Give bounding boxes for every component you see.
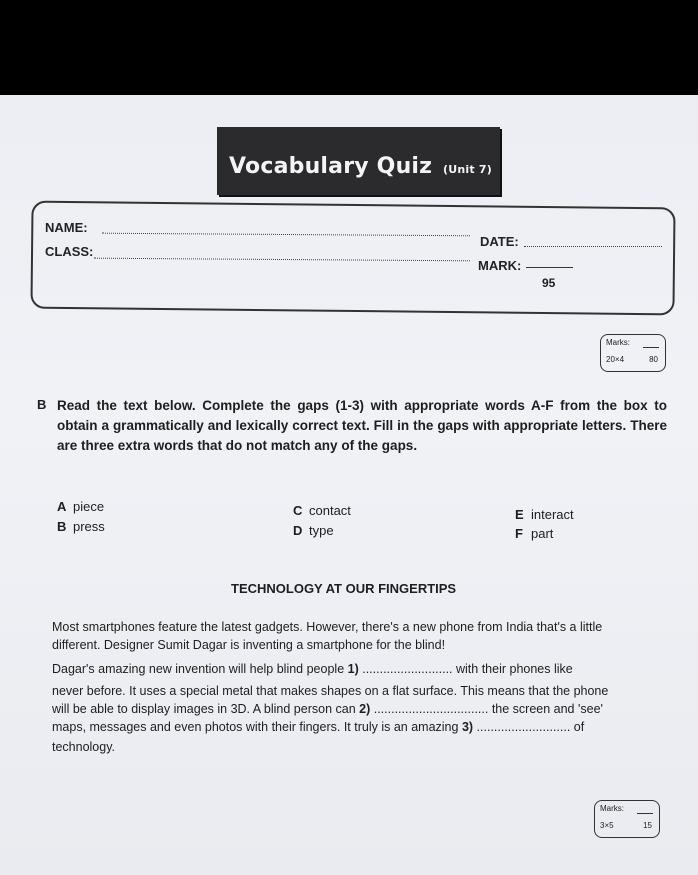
gap-3-label: 3) bbox=[461, 720, 474, 734]
option-d: D type bbox=[293, 523, 334, 538]
quiz-title: Vocabulary Quiz bbox=[229, 154, 433, 179]
marks-total: 15 bbox=[643, 821, 652, 830]
unit-label: (Unit 7) bbox=[443, 163, 492, 176]
name-label: NAME: bbox=[45, 220, 88, 235]
section-instructions: Read the text below. Complete the gaps (1-3) with appropriate words A-F from the box to obtain a grammatically and lexically correct text. Fill in the gaps with appropriate letters. There are three extra words that do not match any of the gaps. bbox=[57, 398, 667, 453]
option-a: A piece bbox=[57, 499, 105, 514]
mark-label: MARK: bbox=[478, 258, 522, 273]
option-e: E interact bbox=[515, 507, 574, 522]
gap-3-blank[interactable]: ........................... bbox=[476, 720, 571, 734]
gap-2-blank[interactable]: ................................. bbox=[373, 702, 489, 716]
gap-2-label: 2) bbox=[359, 702, 371, 716]
marks-formula: 3×5 bbox=[600, 821, 614, 830]
passage-line: different. Designer Sumit Dagar is inventing a smartphone for the blind! bbox=[52, 638, 446, 652]
page-title bbox=[229, 154, 492, 179]
date-label: DATE: bbox=[480, 234, 519, 249]
marks-formula: 20×4 bbox=[606, 355, 625, 364]
date-field[interactable] bbox=[524, 246, 662, 247]
marks-box-a bbox=[600, 334, 666, 372]
option-b: B press bbox=[57, 519, 105, 534]
gap-1-blank[interactable]: .......................... bbox=[362, 662, 453, 676]
section-letter: B bbox=[37, 397, 47, 412]
option-f: F part bbox=[515, 526, 554, 541]
option-c: C contact bbox=[293, 503, 351, 518]
passage-heading: TECHNOLOGY AT OUR FINGERTIPS bbox=[231, 581, 457, 596]
marks-label: Marks: bbox=[606, 338, 630, 347]
passage-line: Most smartphones feature the latest gadgets. However, there's a new phone from India that's a little bbox=[52, 620, 603, 634]
passage-line: maps, messages and even photos with their fingers. It truly is an amazing 3) ........................... of bbox=[52, 720, 585, 734]
passage-line: never before. It uses a special metal that makes shapes on a flat surface. This means that the phone bbox=[52, 684, 609, 698]
marks-total: 80 bbox=[649, 355, 658, 364]
mark-field[interactable] bbox=[526, 267, 573, 268]
passage-line: technology. bbox=[52, 740, 116, 754]
mark-total: 95 bbox=[542, 276, 556, 290]
class-label: CLASS: bbox=[45, 244, 94, 259]
marks-label: Marks: bbox=[600, 804, 624, 813]
gap-1-label: 1) bbox=[347, 662, 359, 676]
passage-line: will be able to display images in 3D. A blind person can 2) ................................. the screen and 'see' bbox=[52, 702, 603, 716]
passage-line: Dagar's amazing new invention will help blind people 1) .......................... with their phones like bbox=[52, 662, 573, 676]
marks-box-b bbox=[594, 800, 660, 838]
